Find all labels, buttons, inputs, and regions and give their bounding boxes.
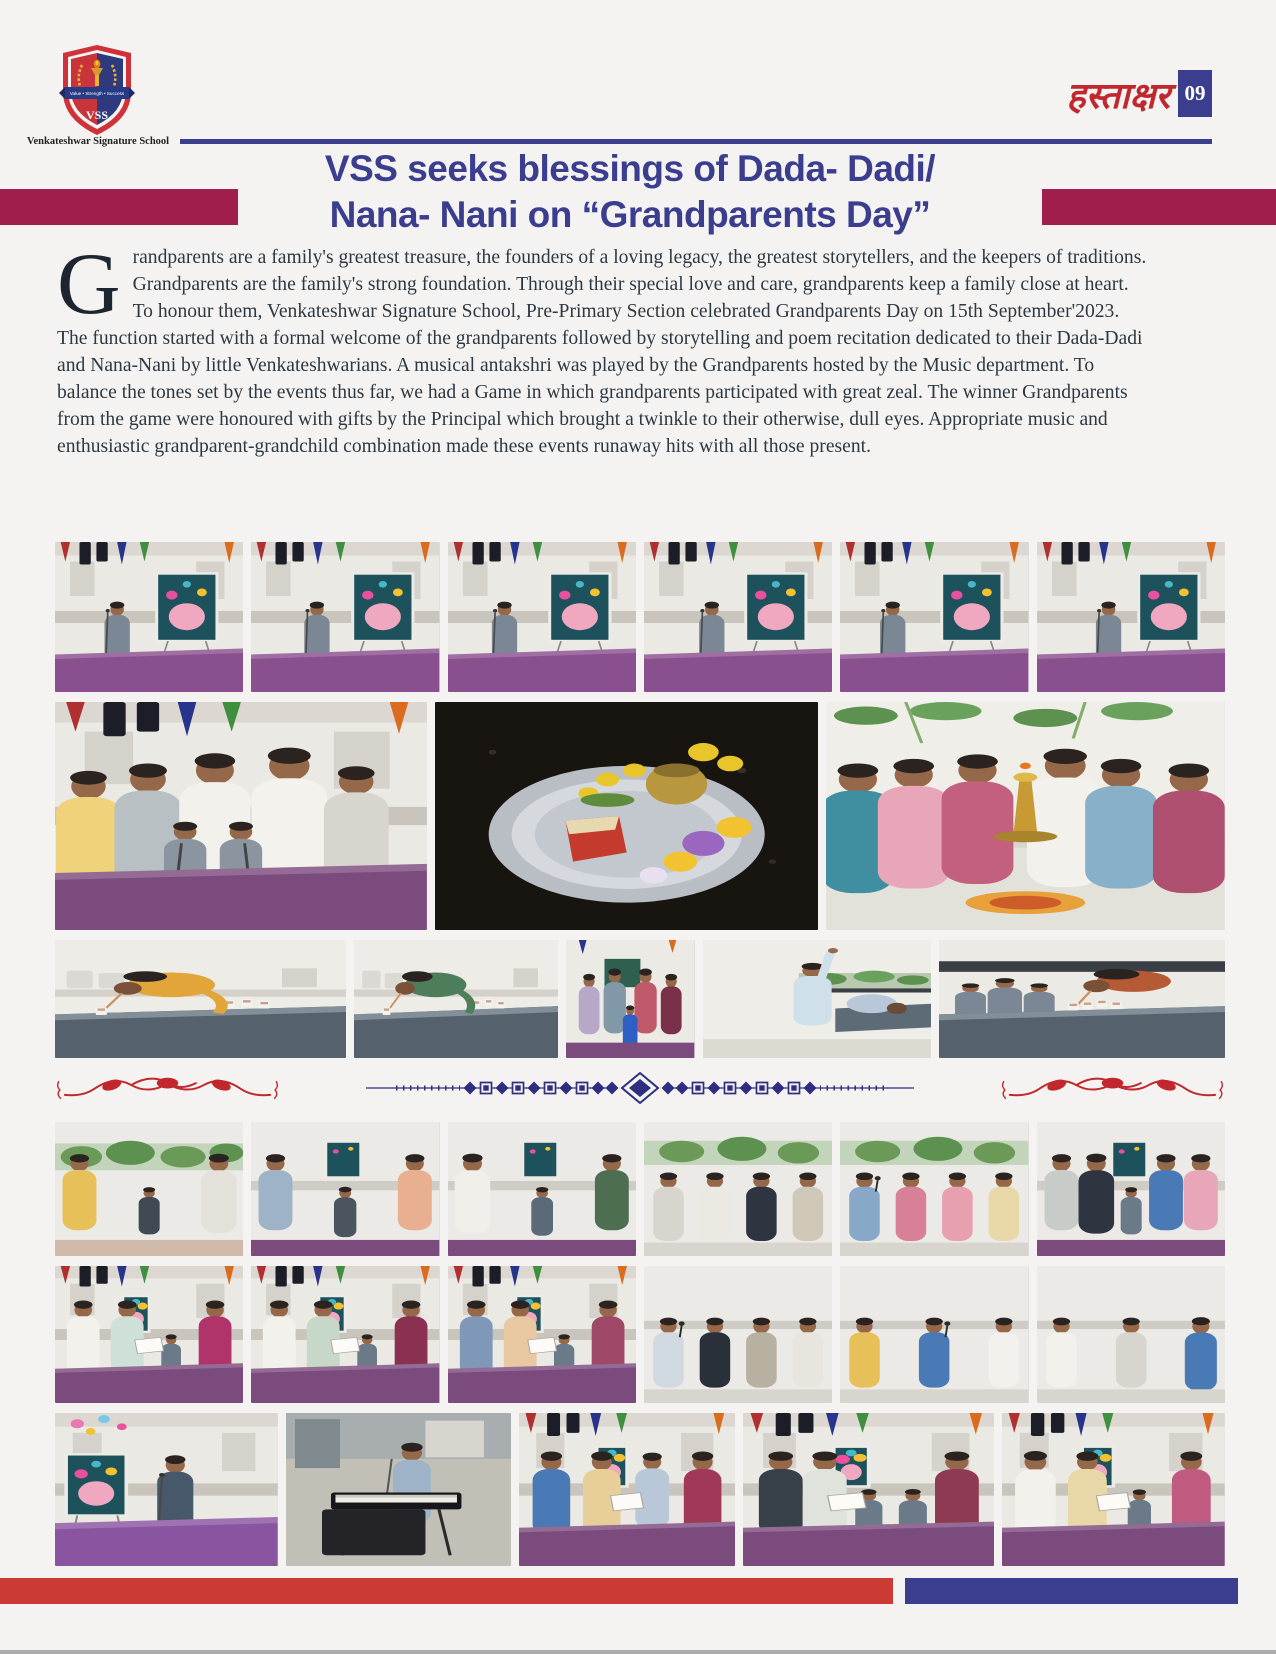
logo-initials: VSS — [85, 108, 109, 122]
photo-group — [251, 1122, 439, 1256]
footer-bar-blue — [905, 1578, 1238, 1604]
photo-row — [55, 1413, 1225, 1566]
logo-motto: Value • Strength • Success — [69, 91, 125, 96]
photo-sing — [55, 1413, 278, 1566]
article-paragraph: Grandparents are a family's greatest treasure, the founders of a loving legacy, the greatest storytellers, and the keepers of traditions. Grandparents are the family's strong foundation. Through their special love and care, grandparents keep a family close at heart. To honour them, Venkateshwar Signature School, Pre-Primary Section celebrated Grandparents Day on 15th September'2023. — [57, 236, 1147, 333]
school-name: Venkateshwar Signature School — [26, 136, 170, 147]
photo-stage — [840, 542, 1028, 692]
article-title-line1: VSS seeks blessings of Dada- Dadi/ — [324, 148, 936, 189]
photo-award — [251, 1266, 439, 1403]
chain-ornament-icon — [360, 1071, 920, 1105]
photo-stage — [644, 542, 832, 692]
photo-stage — [251, 542, 439, 692]
photo-group — [448, 1122, 636, 1256]
dropcap: G — [57, 236, 121, 333]
photo-gamegroup — [566, 940, 694, 1058]
photo-seated — [1037, 1266, 1225, 1403]
article-title — [140, 146, 1120, 238]
article-title-line2: Nana- Nani on “Grandparents Day” — [329, 194, 931, 235]
photo-row — [55, 940, 1225, 1058]
photo-collage-top — [55, 542, 1225, 1068]
photo-award — [55, 1266, 243, 1403]
school-logo-icon — [55, 42, 139, 138]
photo-stage — [448, 542, 636, 692]
masthead-title: हस्ताक्षर — [1066, 76, 1170, 116]
section-divider — [55, 1064, 1225, 1112]
photo-gamekids — [939, 940, 1225, 1058]
photo-award — [519, 1413, 735, 1566]
photo-row — [55, 1266, 1225, 1403]
photo-collage-bottom — [55, 1122, 1225, 1576]
photo-seated — [644, 1122, 832, 1256]
photo-seated — [644, 1266, 832, 1403]
photo-game — [55, 940, 346, 1058]
header-rule — [180, 139, 1212, 144]
photo-row — [55, 702, 1225, 930]
photo-tray — [435, 702, 818, 930]
photo-stage — [55, 542, 243, 692]
photo-group — [1037, 1122, 1225, 1256]
photo-award — [448, 1266, 636, 1403]
article-paragraph: The function started with a formal welcome of the grandparents followed by storytelling and poem recitation dedicated to their Dada-Dadi and Nana-Nani by little Venkateshwarians. A musical antakshri was played by the Grandparents hosted by the Music department. To balance the tones set by the events thus far, we had a Game in which grandparents participated with great zeal. The winner Grandparents from the game were honoured with gifts by the Principal which brought a twinkle to their otherwise, dull eyes. Appropriate music and enthusiastic grandparent-grandchild combination made these events runaway hits with all those present. — [57, 328, 1143, 457]
photo-lamp — [826, 702, 1225, 930]
photo-game — [354, 940, 558, 1058]
photo-row — [55, 542, 1225, 692]
flourish-right-icon — [1000, 1071, 1225, 1105]
footer-bar-red — [0, 1578, 893, 1604]
page-bottom-edge — [0, 1650, 1276, 1654]
article-body — [57, 236, 1152, 460]
photo-stage — [1037, 542, 1225, 692]
flourish-left-icon — [55, 1071, 280, 1105]
photo-family — [55, 702, 427, 930]
photo-keyboard — [286, 1413, 511, 1566]
photo-seated — [840, 1122, 1028, 1256]
photo-cheer — [703, 940, 931, 1058]
page-number: 09 — [1178, 70, 1212, 117]
photo-award — [1002, 1413, 1225, 1566]
photo-seated — [840, 1266, 1028, 1403]
photo-row — [55, 1122, 1225, 1256]
photo-award — [743, 1413, 995, 1566]
photo-group — [55, 1122, 243, 1256]
